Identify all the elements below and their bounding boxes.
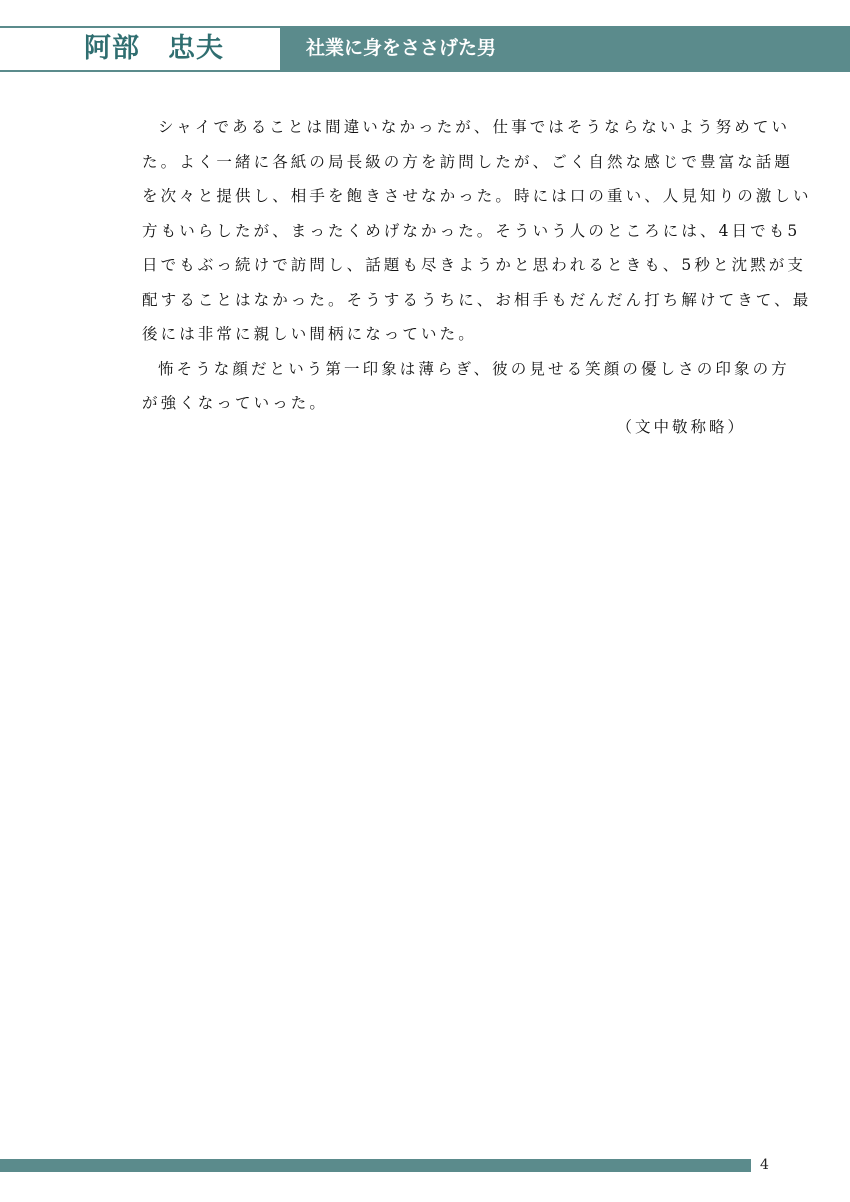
body-line: が強くなっていった。: [142, 394, 329, 412]
author-name: 阿部 忠夫: [84, 33, 224, 64]
honorific-note: （文中敬称略）: [616, 418, 746, 436]
footer-bar: [0, 1159, 751, 1172]
body-line: た。よく一緒に各紙の局長級の方を訪問したが、ごく自然な感じで豊富な話題: [142, 152, 794, 171]
body-line: 方もいらしたが、まったくめげなかった。そういう人のところには、4日でも5: [142, 221, 801, 240]
page-header: [0, 26, 850, 72]
body-line: 日でもぶっ続けで訪問し、話題も尽きようかと思われるときも、5秒と沈黙が支: [142, 256, 806, 274]
body-line: 後には非常に親しい間柄になっていた。: [142, 325, 477, 343]
author-name-box: [0, 26, 282, 72]
page-number: 4: [760, 1157, 769, 1173]
body-line: を次々と提供し、相手を飽きさせなかった。時には口の重い、人見知りの激しい: [142, 187, 812, 205]
body-line: 怖そうな顔だという第一印象は薄らぎ、彼の見せる笑顔の優しさの印象の方: [158, 359, 790, 378]
article-subtitle: 社業に身をささげた男: [306, 37, 497, 59]
article-body: [142, 110, 812, 421]
body-line: 配することはなかった。そうするうちに、お相手もだんだん打ち解けてきて、最: [142, 290, 812, 309]
subtitle-band: [282, 26, 850, 72]
body-line: シャイであることは間違いなかったが、仕事ではそうならないよう努めてい: [158, 118, 791, 136]
